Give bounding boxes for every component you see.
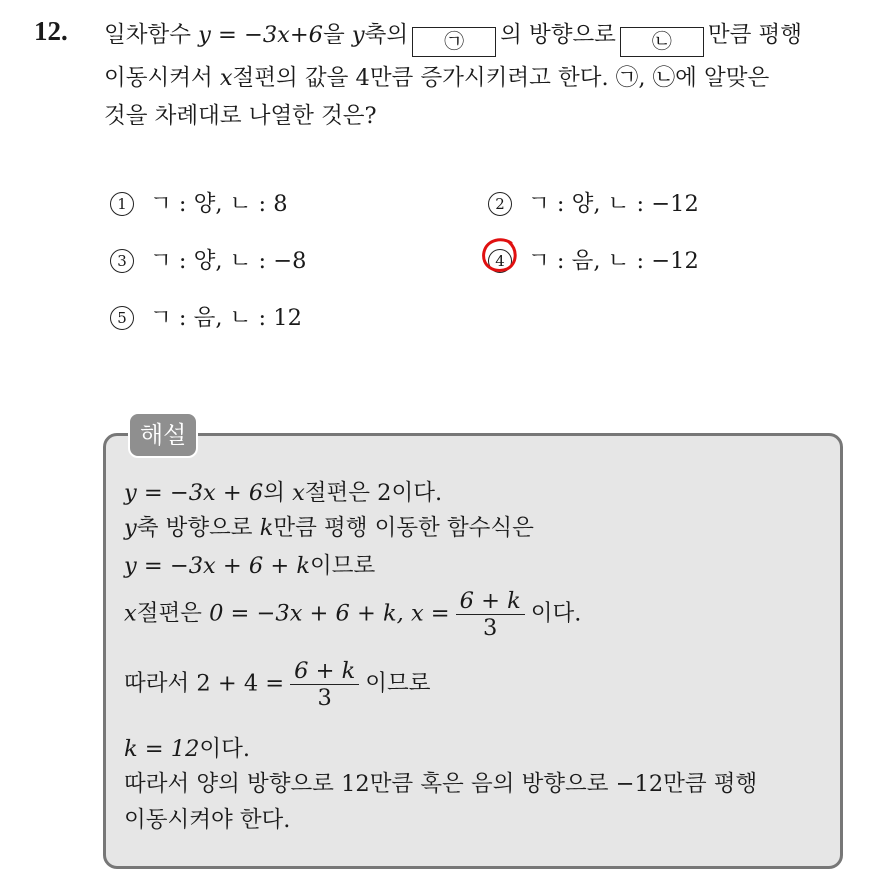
s-text: 의 [263,480,293,506]
q-text: 의 방향으로 [500,22,616,48]
choice-3[interactable] [110,243,306,275]
solution-line-3 [124,548,375,580]
s-text: 이므로 [365,670,431,697]
choice-text: ㄱ : 양, ㄴ : −12 [528,191,699,217]
choice-text: ㄱ : 음, ㄴ : 12 [150,305,302,331]
solution-line-7: 따라서 양의 방향으로 12만큼 혹은 음의 방향으로 −12만큼 평행 [124,771,758,797]
solution-line-5 [124,658,430,711]
blank-box-2: ㉡ [620,27,704,57]
solution-line-1 [124,475,442,507]
s-var: x [292,480,305,506]
q-text: ㉡ [652,65,676,91]
solution-line-2 [124,510,534,542]
s-text: 절편은 [136,600,210,627]
s-equation: k = 12 [124,736,200,762]
q-text: 절편의 값을 4만큼 증가시키려고 한다. [232,65,616,91]
blank-box-1: ㉠ [412,27,496,57]
fraction-numerator: 6 + k [456,588,525,615]
q-text: , [638,65,653,91]
q-equation: y = −3x+6 [198,22,323,48]
question-line-2 [104,60,769,92]
s-var: x [124,600,137,627]
fraction [456,588,525,641]
q-text: 을 [323,22,352,48]
fraction-numerator: 6 + k [290,658,359,685]
fraction-denominator: 3 [483,615,498,641]
answer-circle-mark [481,236,519,274]
s-text: 이다. [199,736,251,762]
solution-line-8: 이동시켜야 한다. [124,807,291,833]
question-number: 12. [34,16,68,46]
choice-number: 4 [488,249,512,273]
question-line-3: 것을 차례대로 나열한 것은? [104,103,377,129]
choice-text: ㄱ : 양, ㄴ : −8 [150,248,307,274]
solution-tag: 해설 [128,412,198,458]
choice-number: 3 [110,249,134,273]
choice-4[interactable] [488,243,699,275]
fraction [290,658,359,711]
q-text: 만큼 평행 [707,22,803,48]
q-text: 일차함수 [104,22,199,48]
q-text: 이동시켜서 [104,65,220,91]
s-equation: y = −3x + 6 [124,480,264,506]
q-var: x [219,65,233,91]
s-equation: 0 = −3x + 6 + k, x = [209,600,450,627]
solution-line-6 [124,731,250,763]
choice-text: ㄱ : 양, ㄴ : 8 [150,191,288,217]
fraction-denominator: 3 [317,685,332,711]
question-line-1 [104,17,802,57]
s-text: 이다. [530,600,582,627]
s-text: 절편은 2이다. [304,480,443,506]
s-text: 축 방향으로 [136,515,260,541]
choice-5[interactable] [110,300,302,332]
choice-text: ㄱ : 음, ㄴ : −12 [528,248,699,274]
q-var: y [351,22,365,48]
s-var: k [259,515,274,541]
s-equation: y = −3x + 6 + k [124,553,310,579]
choice-number: 2 [488,192,512,216]
q-text: 에 알맞은 [675,65,770,91]
choice-2[interactable] [488,186,699,218]
choice-number: 5 [110,306,134,330]
q-text: 축의 [364,22,409,48]
s-text: 따라서 2 + 4 = [124,670,285,697]
s-text: 만큼 평행 이동한 함수식은 [273,515,534,541]
s-var: y [124,515,137,541]
solution-line-4 [124,588,581,641]
choice-number: 1 [110,192,134,216]
s-text: 이므로 [310,553,376,579]
q-text: ㉠ [615,65,639,91]
choice-1[interactable] [110,186,288,218]
